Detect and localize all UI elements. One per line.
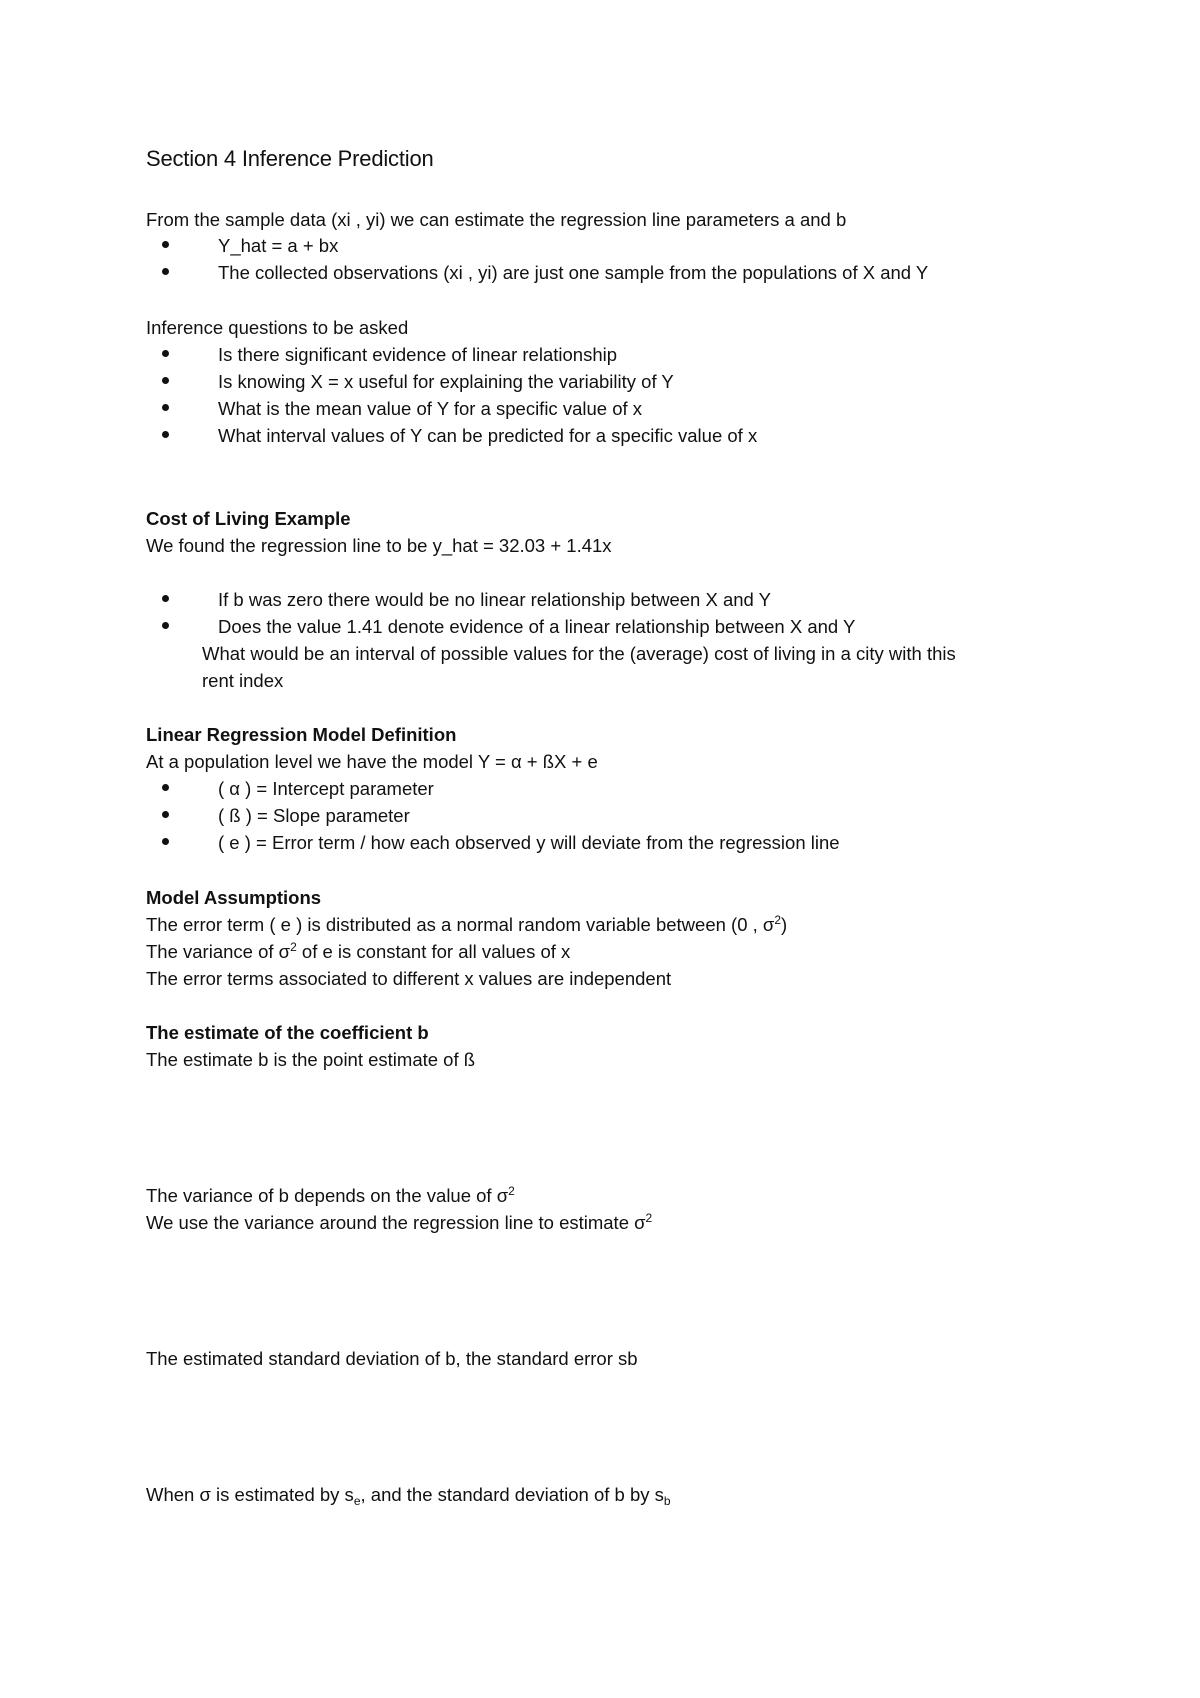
intro-text: From the sample data (xi , yi) we can estimate the regression line parameters a and b	[146, 209, 847, 230]
cost-bullet-1: If b was zero there would be no linear relationship between X and Y	[218, 589, 771, 610]
cost-question-line-1: What would be an interval of possible values for the (average) cost of living in a city with this	[202, 643, 956, 664]
std-error-line: The estimated standard deviation of b, the standard error sb	[146, 1348, 638, 1369]
intro-bullet-2: The collected observations (xi , yi) are just one sample from the populations of X and Y	[218, 262, 929, 283]
inference-bullet-4: What interval values of Y can be predicted for a specific value of x	[218, 425, 758, 446]
inference-bullet-3: What is the mean value of Y for a specific value of x	[218, 398, 643, 419]
assumption-line-1: The error term ( e ) is distributed as a normal random variable between (0 , $\sigma^2$)	[146, 913, 788, 935]
model-bullet-3: ( e ) = Error term / how each observed y will deviate from the regression line	[218, 832, 840, 853]
bullet-icon	[162, 404, 169, 411]
model-heading: Linear Regression Model Definition	[146, 724, 457, 745]
bullet-icon	[162, 595, 169, 602]
model-bullet-1: ( α ) = Intercept parameter	[218, 778, 434, 799]
inference-heading: Inference questions to be asked	[146, 317, 409, 338]
bullet-icon	[162, 431, 169, 438]
model-line: At a population level we have the model Y = α + ßX + e	[146, 751, 598, 772]
assumption-line-2: The variance of $\sigma^2$ of e is constant for all values of x	[146, 940, 571, 962]
assumption-line-3: The error terms associated to different x values are independent	[146, 968, 672, 989]
bullet-icon	[162, 268, 169, 275]
cost-regression-line: We found the regression line to be y_hat = 32.03 + 1.41x	[146, 535, 612, 556]
assumptions-heading: Model Assumptions	[146, 887, 322, 908]
intro-bullet-1: Y_hat = a + bx	[218, 235, 339, 256]
cost-heading: Cost of Living Example	[146, 508, 351, 529]
estimate-line: The estimate b is the point estimate of ß	[146, 1049, 476, 1070]
final-line: When σ is estimated by $s_e$, and the standard deviation of b by $s_b$	[146, 1484, 671, 1508]
variance-line-1: The variance of b depends on the value of $\sigma^2$	[146, 1184, 515, 1206]
variance-line-2: We use the variance around the regression line to estimate $\sigma^2$	[146, 1211, 653, 1233]
bullet-icon	[162, 377, 169, 384]
bullet-icon	[162, 622, 169, 629]
cost-question-line-2: rent index	[202, 670, 284, 691]
inference-bullet-2: Is knowing X = x useful for explaining the variability of Y	[218, 371, 674, 392]
bullet-icon	[162, 838, 169, 845]
bullet-icon	[162, 811, 169, 818]
bullet-icon	[162, 241, 169, 248]
estimate-heading: The estimate of the coefficient b	[146, 1022, 429, 1043]
bullet-icon	[162, 784, 169, 791]
cost-bullet-2: Does the value 1.41 denote evidence of a linear relationship between X and Y	[218, 616, 856, 637]
inference-bullet-1: Is there significant evidence of linear relationship	[218, 344, 618, 365]
model-bullet-2: ( ß ) = Slope parameter	[218, 805, 410, 826]
page-title: Section 4 Inference Prediction	[146, 146, 434, 171]
bullet-icon	[162, 350, 169, 357]
